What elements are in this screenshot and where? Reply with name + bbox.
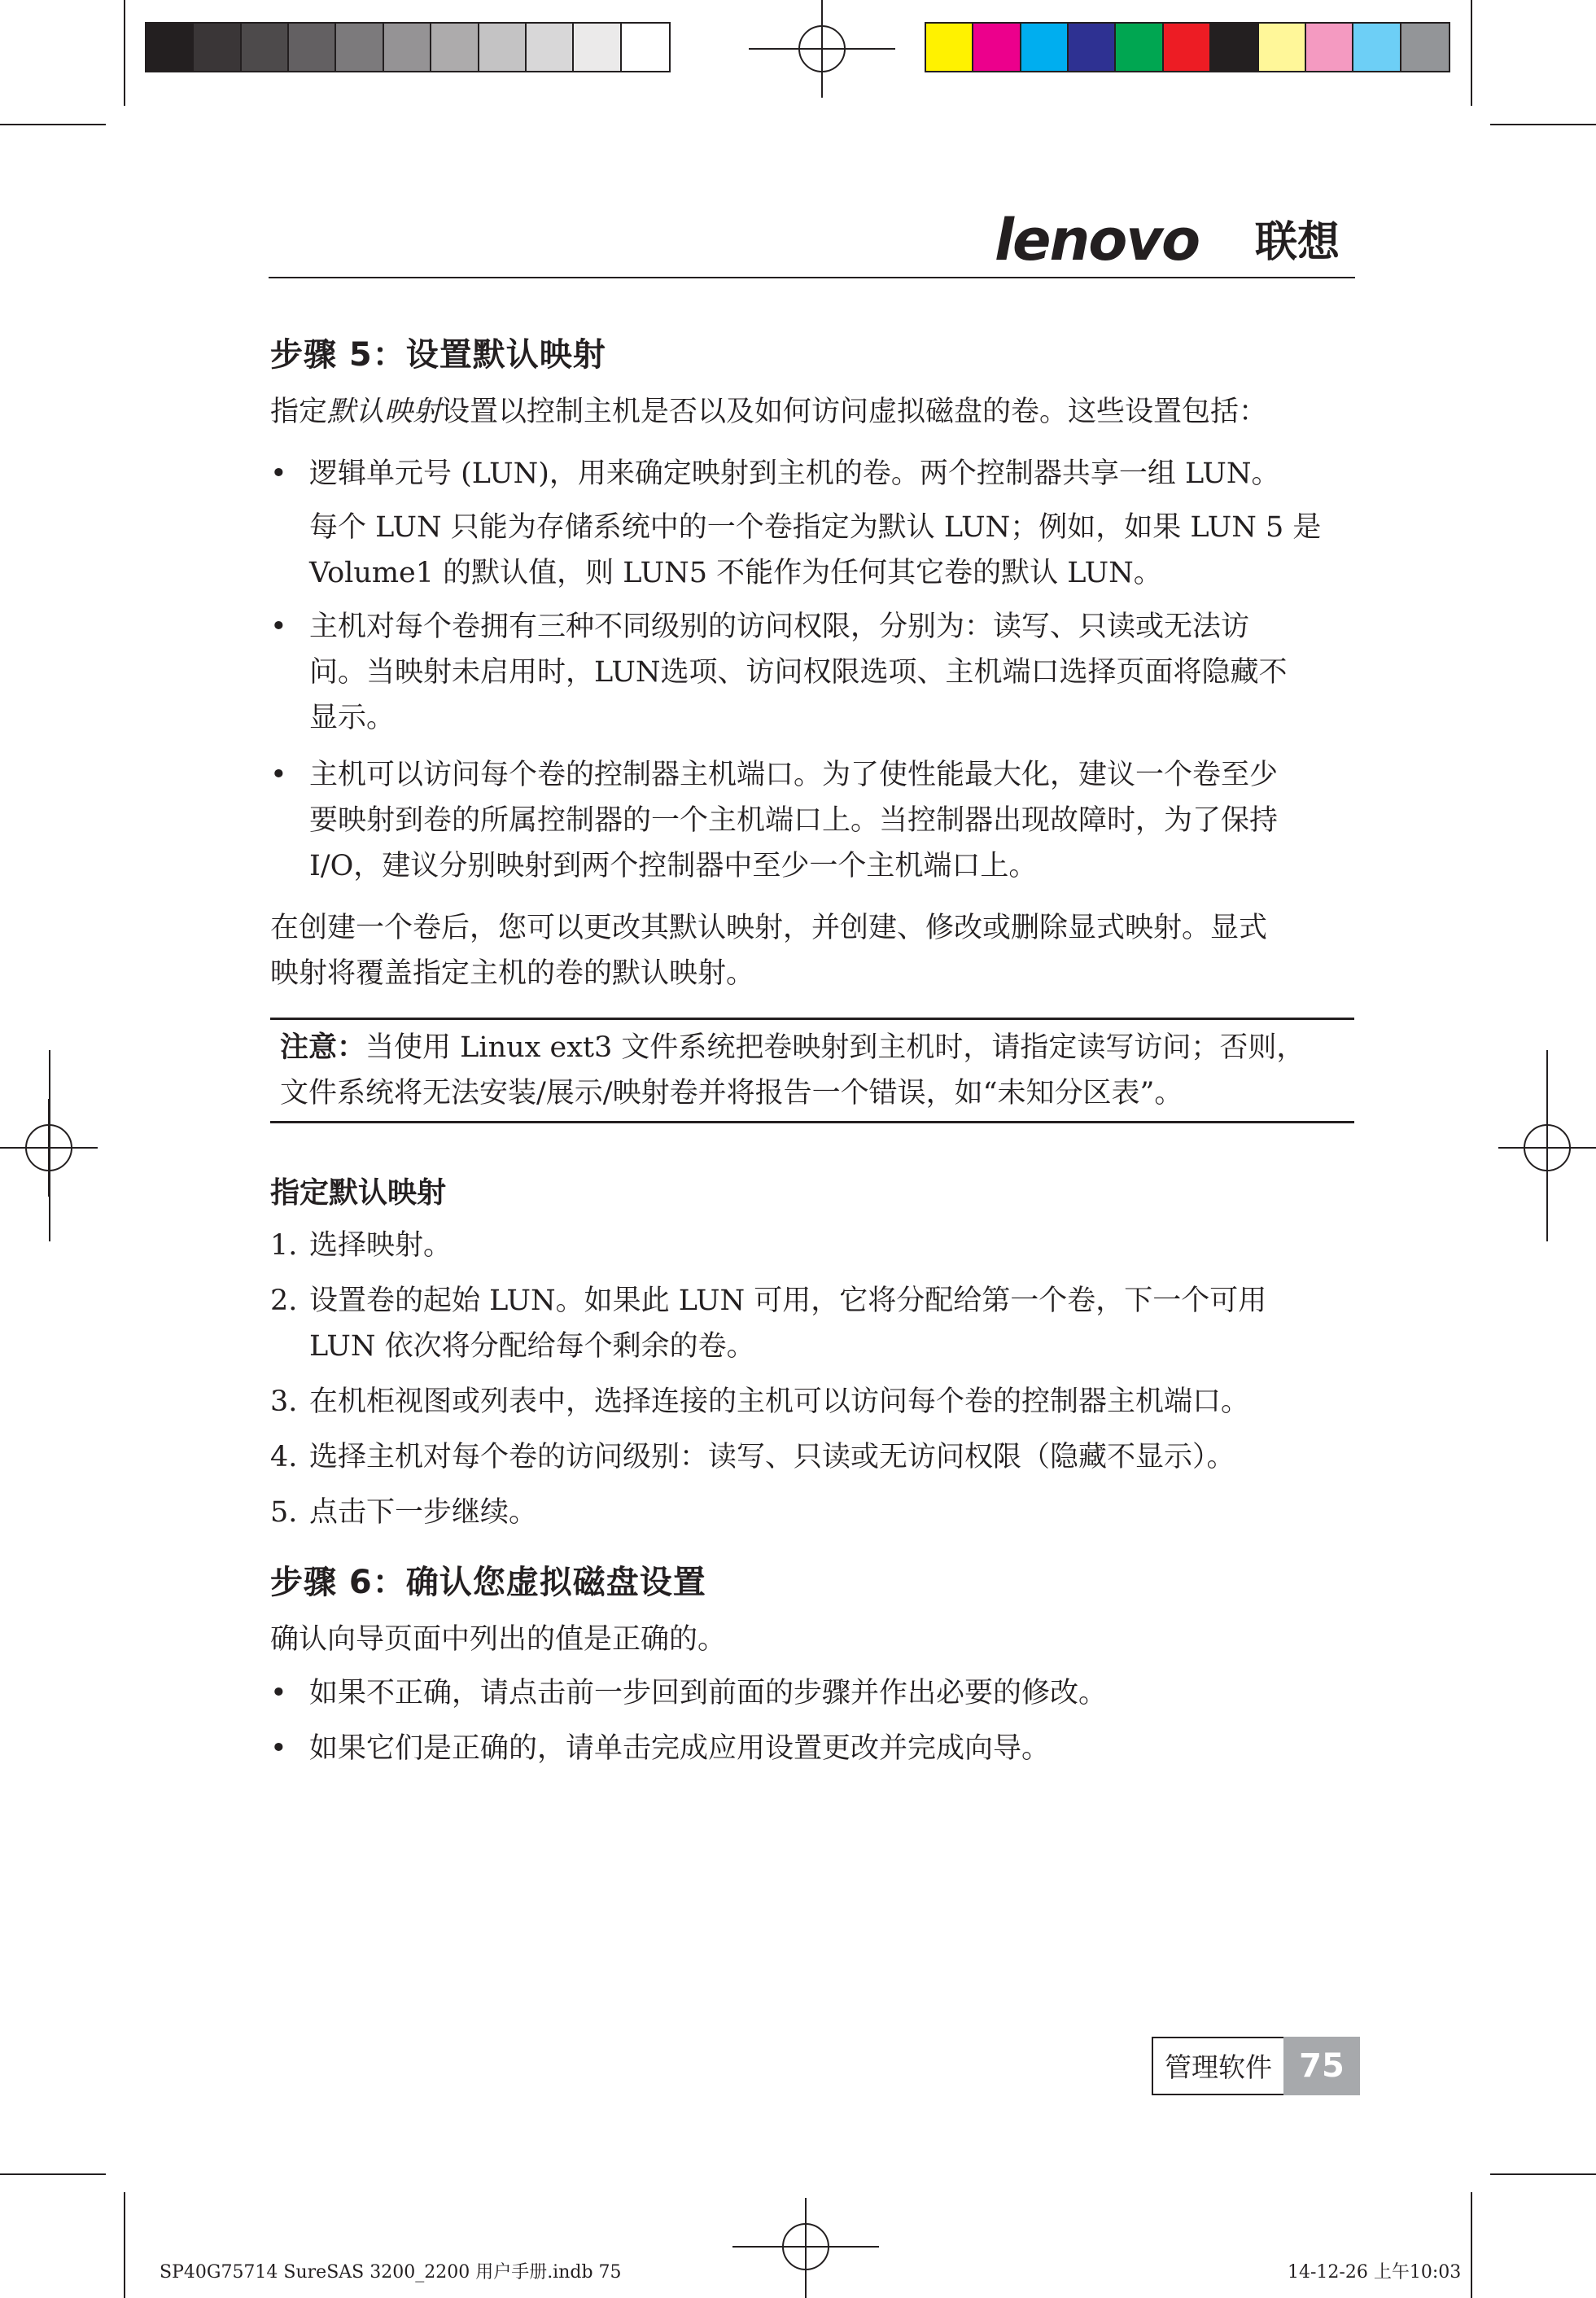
- step5-bullet-list: [270, 451, 1354, 889]
- bullet-icon: •: [270, 457, 287, 490]
- default-map-title: 指定默认映射: [270, 1176, 447, 1210]
- color-swatch: [1021, 24, 1069, 71]
- lenovo-wordmark: lenovo: [995, 207, 1200, 274]
- registration-mark-icon: [732, 2198, 879, 2298]
- step6-title: 步骤 6：确认您虚拟磁盘设置: [270, 1564, 706, 1601]
- color-swatch: [384, 24, 431, 71]
- page-number: 75: [1283, 2037, 1360, 2095]
- bullet-icon: •: [270, 759, 287, 791]
- color-swatch: [1353, 24, 1401, 71]
- list-item: 1. 选择映射。: [270, 1229, 453, 1262]
- bullet-icon: •: [270, 1677, 287, 1709]
- registration-mark-icon: [1498, 1099, 1596, 1197]
- color-swatch: [622, 24, 669, 71]
- list-item: • 如果不正确，请点击前一步回到前面的步骤并作出必要的修改。: [270, 1670, 1354, 1716]
- crop-mark: [124, 2192, 125, 2298]
- crop-mark: [1490, 124, 1596, 125]
- crop-mark: [1490, 2173, 1596, 2175]
- list-item: • 逻辑单元号 (LUN)，用来确定映射到主机的卷。两个控制器共享一组 LUN。: [270, 451, 1354, 497]
- list-item: • 主机可以访问每个卷的控制器主机端口。为了使性能最大化，建议一个卷至少 要映射到卷的所属控制器的一个主机端口上。当控制器出现故障时，为了保持 I/O，建议分别映射到两个控制器中至少一个主机端口上。: [270, 752, 1354, 889]
- step6-intro: 确认向导页面中列出的值是正确的。: [270, 1623, 727, 1656]
- crop-mark: [0, 2173, 106, 2175]
- color-swatch: [1259, 24, 1306, 71]
- step5-intro: 指定默认映射设置以控制主机是否以及如何访问虚拟磁盘的卷。这些设置包括：: [270, 396, 1268, 428]
- registration-mark-icon: [749, 0, 895, 98]
- color-swatch: [926, 24, 973, 71]
- lenovo-logo: [995, 208, 1361, 273]
- color-swatch: [194, 24, 241, 71]
- default-map-steps: [270, 1223, 1354, 1535]
- color-swatch: [431, 24, 479, 71]
- note-label: 注意：: [280, 1031, 366, 1064]
- page-number-badge: [1152, 2037, 1360, 2095]
- list-item: 4. 选择主机对每个卷的访问级别：读写、只读或无访问权限（隐藏不显示）。: [270, 1441, 1235, 1473]
- note-box: 注意：当使用 Linux ext3 文件系统把卷映射到主机时，请指定读写访问；否则， 文件系统将无法安装/展示/映射卷并将报告一个错误，如“未知分区表”。: [270, 1018, 1354, 1123]
- color-swatch: [146, 24, 194, 71]
- section-label: 管理软件: [1152, 2037, 1283, 2095]
- color-bar: [925, 22, 1450, 72]
- crop-mark: [0, 124, 106, 125]
- color-swatch: [1401, 24, 1449, 71]
- list-item: • 如果它们是正确的，请单击完成应用设置更改并完成向导。: [270, 1726, 1354, 1771]
- print-slug-right: 14-12-26 上午10:03: [1288, 2262, 1462, 2283]
- print-slug-left: SP40G75714 SureSAS 3200_2200 用户手册.indb 75: [160, 2262, 622, 2283]
- color-swatch: [1164, 24, 1211, 71]
- default-mapping-term: 默认映射: [327, 396, 442, 428]
- color-swatch: [1116, 24, 1163, 71]
- list-item: 2. 设置卷的起始 LUN。如果此 LUN 可用，它将分配给第一个卷，下一个可用 LUN 依次将分配给每个剩余的卷。: [270, 1285, 1267, 1363]
- page-content: [270, 326, 1354, 1771]
- crop-mark: [1471, 2192, 1472, 2298]
- bullet-icon: •: [270, 611, 287, 643]
- list-item: 5. 点击下一步继续。: [270, 1496, 538, 1529]
- list-item-subtext: 每个 LUN 只能为存储系统中的一个卷指定为默认 LUN；例如，如果 LUN 5 是 Volume1 的默认值，则 LUN5 不能作为任何其它卷的默认 LUN。: [309, 511, 1322, 589]
- header-rule: [269, 277, 1355, 278]
- color-swatch: [1069, 24, 1116, 71]
- registration-mark-icon: [0, 1099, 98, 1197]
- step6-bullet-list: [270, 1670, 1354, 1771]
- crop-mark: [1471, 0, 1472, 106]
- list-item: 3. 在机柜视图或列表中，选择连接的主机可以访问每个卷的控制器主机端口。: [270, 1385, 1250, 1418]
- step5-paragraph: 在创建一个卷后，您可以更改其默认映射，并创建、修改或删除显式映射。显式 映射将覆盖指定主机的卷的默认映射。: [270, 912, 1268, 990]
- list-item: • 主机对每个卷拥有三种不同级别的访问权限，分别为：读写、只读或无法访 问。当映射未启用时，LUN选项、访问权限选项、主机端口选择页面将隐藏不 显示。: [270, 604, 1354, 741]
- color-swatch: [289, 24, 336, 71]
- bullet-icon: •: [270, 1732, 287, 1765]
- step5-title: 步骤 5：设置默认映射: [270, 336, 606, 374]
- color-swatch: [479, 24, 527, 71]
- color-swatch: [1211, 24, 1258, 71]
- lenovo-cn-wordmark: 联想: [1255, 218, 1340, 267]
- color-swatch: [973, 24, 1021, 71]
- color-swatch: [1306, 24, 1353, 71]
- color-swatch: [527, 24, 574, 71]
- crop-mark: [124, 0, 125, 106]
- color-swatch: [242, 24, 289, 71]
- color-swatch: [336, 24, 383, 71]
- grayscale-bar: [145, 22, 671, 72]
- color-swatch: [574, 24, 621, 71]
